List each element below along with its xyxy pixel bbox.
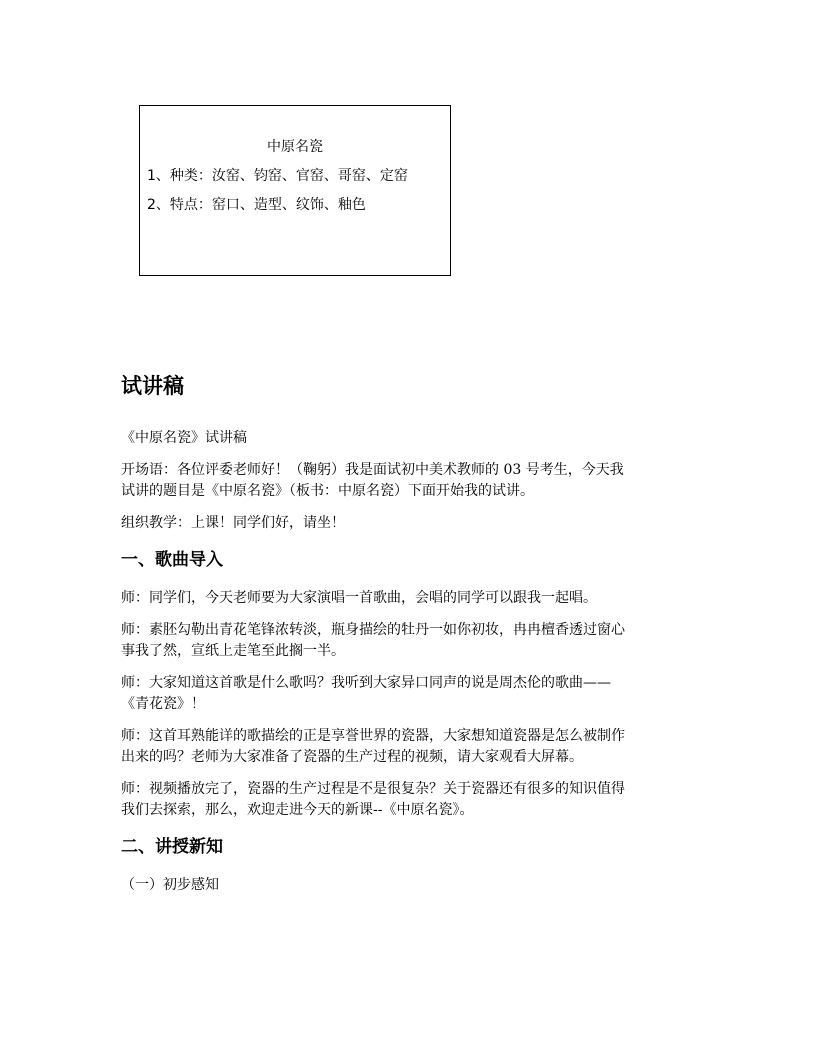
paragraph-line: 事我了然，宣纸上走笔至此搁一半。: [121, 643, 345, 659]
section-1-paragraph-5: [121, 779, 701, 821]
opening-line-2: 试讲的题目是《中原名瓷》（板书：中原名瓷）下面开始我的试讲。: [121, 483, 534, 499]
section-1-heading: 一、歌曲导入: [121, 550, 223, 570]
opening-line-1: 开场语：各位评委老师好！（鞠躬）我是面试初中美术教师的 03 号考生，今天我: [121, 462, 624, 478]
paragraph-line: 我们去探索，那么，欢迎走进今天的新课--《中原名瓷》。: [121, 802, 474, 818]
blackboard-summary-box: [139, 105, 451, 276]
section-2-heading: 二、讲授新知: [121, 837, 223, 857]
paragraph-line: 《青花瓷》！: [121, 696, 205, 712]
paragraph-line: 师：大家知道这首歌是什么歌吗？我听到大家异口同声的说是周杰伦的歌曲——: [121, 675, 611, 691]
paragraph-line: 出来的吗？老师为大家准备了瓷器的生产过程的视频，请大家观看大屏幕。: [121, 749, 583, 765]
paragraph-line: 师：这首耳熟能详的歌描绘的正是享誉世界的瓷器，大家想知道瓷器是怎么被制作: [121, 728, 625, 744]
board-line-features: 2、特点：窑口、造型、纹饰、釉色: [147, 197, 366, 213]
section-1-paragraph-3: [121, 673, 701, 715]
organize-paragraph: 组织教学：上课！同学们好，请坐！: [121, 515, 345, 531]
document-body: [121, 366, 701, 907]
section-2-subheading-1: （一）初步感知: [121, 877, 219, 893]
section-1-paragraph-1: 师：同学们，今天老师要为大家演唱一首歌曲，会唱的同学可以跟我一起唱。: [121, 590, 597, 606]
section-1-paragraph-2: [121, 620, 701, 662]
paragraph-line: 师：视频播放完了，瓷器的生产过程是不是很复杂？关于瓷器还有很多的知识值得: [121, 781, 625, 797]
document-subtitle: 《中原名瓷》试讲稿: [121, 430, 247, 446]
paragraph-line: 师：素胚勾勒出青花笔锋浓转淡，瓶身描绘的牡丹一如你初妆，冉冉檀香透过窗心: [121, 622, 625, 638]
opening-paragraph: [121, 460, 701, 502]
section-1-paragraph-4: [121, 726, 701, 768]
board-line-types: 1、种类：汝窑、钧窑、官窑、哥窑、定窑: [147, 168, 408, 184]
page-title: 试讲稿: [121, 374, 184, 398]
board-title: 中原名瓷: [267, 139, 323, 155]
